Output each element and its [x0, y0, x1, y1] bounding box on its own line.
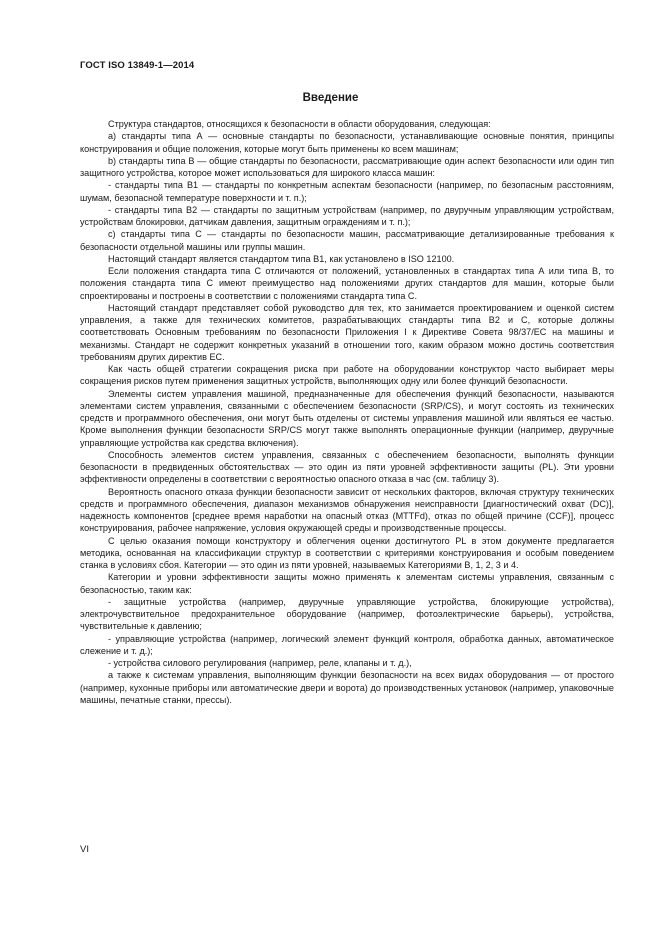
document-body: [80, 118, 614, 706]
paragraph: - защитные устройства (например, двуручные управляющие устройства, блокирующие устройства), электрочувствительное предохранительное оборудование (например, фотоэлектрические барьеры), устройства, чувствительные к давлению;: [80, 596, 614, 632]
paragraph: b) стандарты типа В — общие стандарты по безопасности, рассматривающие один аспект безопасности или один тип защитного устройства, которое может использоваться для широкого класса машин:: [80, 155, 614, 178]
paragraph: Элементы систем управления машиной, предназначенные для обеспечения функций безопасности, называются элементами систем управления, связанными с обеспечением безопасности (SRP/CS), и могут состоять из технических средств и программного обеспечения, они могут быть отделены от системы управления машиной или являться ее частью. Кроме выполнения функции безопасности SRP/CS могут также выполнять операционные функции (например, двуручные управляющие устройства как средства включения).: [80, 388, 614, 448]
section-title: Введение: [302, 92, 359, 104]
standard-header: ГОСТ ISO 13849-1—2014: [80, 60, 195, 71]
paragraph: Если положения стандарта типа С отличаются от положений, установленных в стандартах типа А или типа В, то положения стандарта типа С имеют преимущество над положениями других стандартов для машин, которые были спроектированы и построены в соответствии с положениями стандарта типа С.: [80, 266, 614, 301]
paragraph: С целью оказания помощи конструктору и облегчения оценки достигнутого PL в этом документе предлагается методика, основанная на классификации структур в соответствии с критериями конструирования и особым поведением станка в условиях сбоя. Категории — это один из пяти уровней, называемых Категориями В, 1, 2, 3 и 4.: [80, 535, 614, 570]
paragraph: - стандарты типа В2 — стандарты по защитным устройствам (например, по двуручным управляющим устройствам, устройствам блокировки, датчикам давления, защитным ограждениям и т. п.);: [80, 204, 614, 227]
paragraph: - устройства силового регулирования (например, реле, клапаны и т. д.),: [108, 658, 412, 668]
paragraph: Структура стандартов, относящихся к безопасности в области оборудования, следующая:: [108, 119, 491, 129]
paragraph: а также к системам управления, выполняющим функции безопасности на всех видах оборудования — от простого (например, кухонные приборы или автоматические двери и ворота) до производственных установок (например, упаковочные машины, печатные станки, прессы).: [80, 670, 614, 705]
paragraph: - стандарты типа В1 — стандарты по конкретным аспектам безопасности (например, по безопасным расстояниям, шумам, безопасной температуре поверхности и т. п.);: [80, 180, 614, 203]
paragraph: Настоящий стандарт представляет собой руководство для тех, кто занимается проектированием и оценкой систем управления, а также для технических комитетов, разрабатывающих стандарты типа В2 и С, которые должны соответствовать Основным требованиям по безопасности Приложения I к Директиве Совета 98/37/ЕС на машины и механизмы. Стандарт не содержит конкретных указаний в отношении того, каким образом можно достичь соответствия требованиям других директив ЕС.: [80, 302, 614, 362]
paragraph: Вероятность опасного отказа функции безопасности зависит от нескольких факторов, включая структуру технических средств и программного обеспечения, диапазон механизмов обнаружения неисправности [диагностический охват (DC)], надежность компонентов [среднее время наработки на опасный отказ (MTTFd), отказ по общей причине (CCF)], процесс конструирования, рабочее напряжение, условия окружающей среды и производственные процессы.: [80, 486, 614, 534]
paragraph: Способность элементов систем управления, связанных с обеспечением безопасности, выполнять функции безопасности в предвиденных обстоятельствах — это один из пяти уровней эффективности защиты (PL). Эти уровни эффективности определены в соответствии с вероятностью опасного отказа в час (см. таблицу 3).: [80, 449, 614, 485]
paragraph: Настоящий стандарт является стандартом типа В1, как установлено в ISO 12100.: [108, 253, 455, 264]
page-number: VI: [80, 844, 89, 855]
paragraph: Как часть общей стратегии сокращения риска при работе на оборудовании конструктор часто выбирает меры сокращения рисков путем применения защитных устройств, выполняющих одну или более функций безопасности.: [80, 364, 614, 387]
paragraph: а) стандарты типа А — основные стандарты по безопасности, устанавливающие основные понятия, принципы конструирования и общие положения, которые могут быть применены ко всем машинам;: [80, 131, 614, 154]
paragraph: Категории и уровни эффективности защиты можно применять к элементам системы управления, связанным с безопасностью, таким как:: [80, 572, 614, 595]
paragraph: c) стандарты типа С — стандарты по безопасности машин, рассматривающие детализированные требования к безопасности отдельной машины или группы машин.: [80, 229, 614, 252]
paragraph: - управляющие устройства (например, логический элемент функций контроля, обработка данных, автоматическое слежение и т. д.);: [80, 633, 614, 656]
